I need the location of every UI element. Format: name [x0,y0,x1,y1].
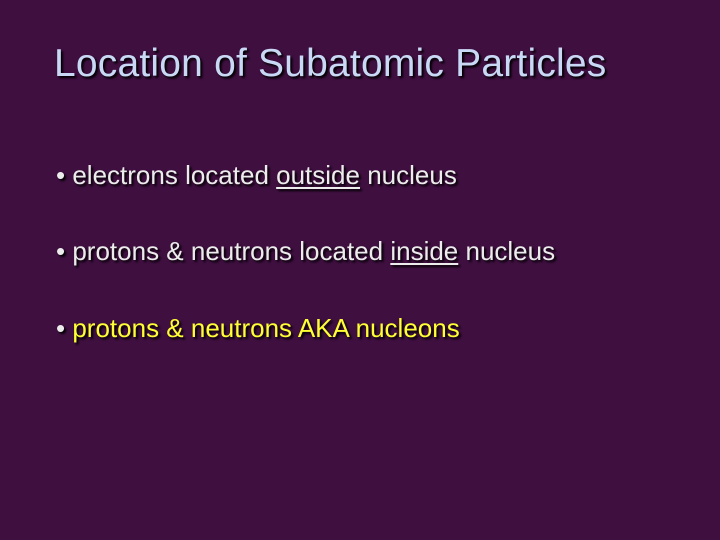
bullet-item [56,236,555,267]
bullet-emphasis: outside [276,160,360,190]
bullet-text: electrons located [72,160,277,190]
bullet-dot: • [56,236,66,266]
slide-title: Location of Subatomic Particles [54,42,607,85]
bullet-text: protons & neutrons located [72,236,391,266]
bullet-text: nucleus [359,160,457,190]
bullet-item-highlighted [56,313,460,344]
bullet-item [56,160,457,191]
bullet-dot: • [56,160,66,190]
bullet-emphasis: inside [390,236,459,266]
bullet-text: nucleus [458,236,556,266]
bullet-text: protons & neutrons AKA nucleons [72,313,460,343]
bullet-dot: • [56,313,66,343]
